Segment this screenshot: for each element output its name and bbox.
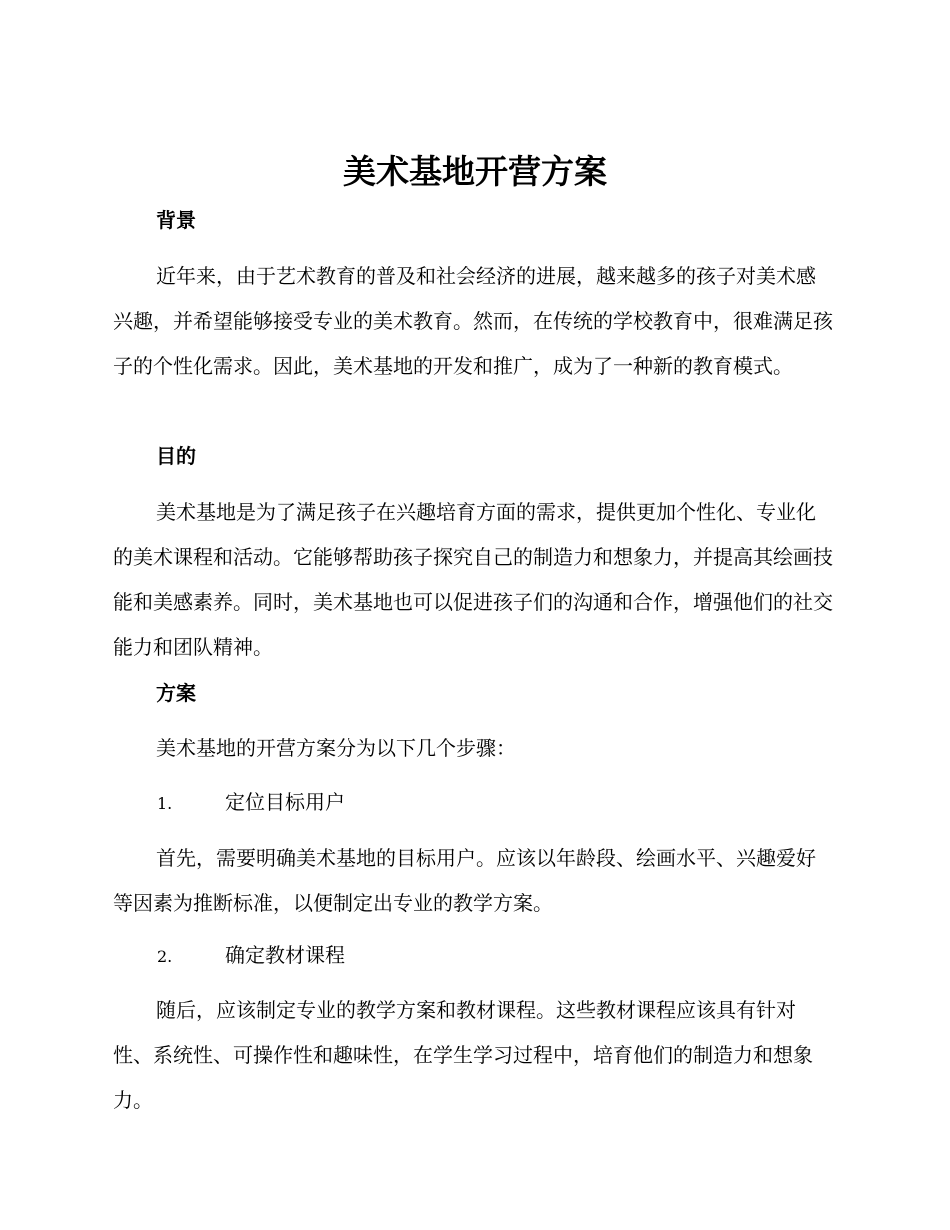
- list-item-label: 定位目标用户: [225, 790, 345, 814]
- list-number: 2.: [157, 947, 173, 966]
- list-number: 1.: [157, 794, 173, 813]
- list-item-label: 确定教材课程: [225, 943, 345, 967]
- document-title: 美术基地开营方案: [343, 152, 607, 191]
- paragraph-plan-intro: 美术基地的开营方案分为以下几个步骤：: [156, 736, 516, 760]
- list-item-step-1: [157, 787, 345, 819]
- list-item-step-2: [157, 940, 345, 972]
- section-heading-plan: 方案: [156, 681, 196, 705]
- paragraph-purpose: 美术基地是为了满足孩子在兴趣培育方面的需求，提供更加个性化、专业化的美术课程和活动。它能够帮助孩子探究自己的制造力和想象力，并提高其绘画技能和美感素养。同时，美术基地也可以促进孩子们的沟通和合作，增强他们的社交能力和团队精神。: [113, 500, 833, 659]
- section-heading-background: 背景: [156, 208, 196, 232]
- section-heading-purpose: 目的: [156, 444, 196, 468]
- paragraph-step-1: 首先，需要明确美术基地的目标用户。应该以年龄段、绘画水平、兴趣爱好等因素为推断标准，以便制定出专业的教学方案。: [113, 846, 816, 915]
- paragraph-step-2: 随后，应该制定专业的教学方案和教材课程。这些教材课程应该具有针对性、系统性、可操作性和趣味性，在学生学习过程中，培育他们的制造力和想象力。: [113, 998, 813, 1112]
- paragraph-background: 近年来，由于艺术教育的普及和社会经济的进展，越来越多的孩子对美术感兴趣，并希望能够接受专业的美术教育。然而，在传统的学校教育中，很难满足孩子的个性化需求。因此，美术基地的开发和推广，成为了一种新的教育模式。: [113, 264, 833, 378]
